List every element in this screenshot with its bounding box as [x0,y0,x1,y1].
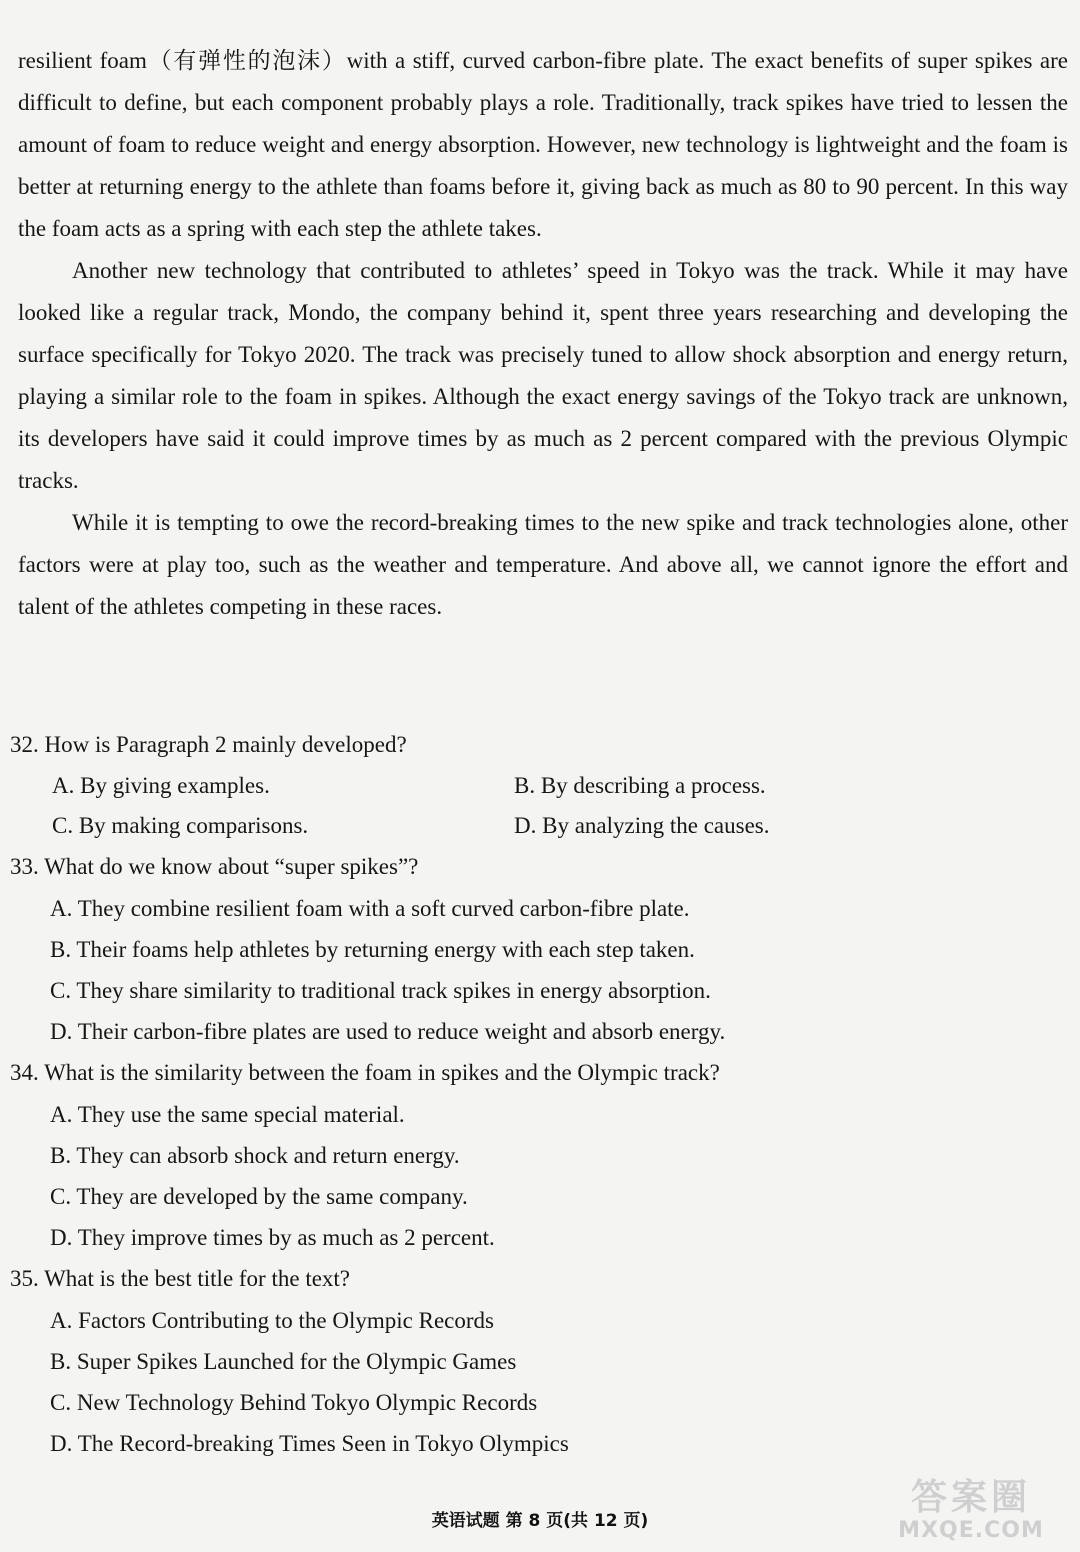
option-c: C. They are developed by the same company. [50,1184,468,1209]
site-watermark-logo [876,1478,1066,1548]
option-group [10,766,1070,846]
option-d: D. Their carbon-fibre plates are used to reduce weight and absorb energy. [50,1019,726,1044]
question-35 [10,1258,1070,1464]
option-a: A. They use the same special material. [50,1102,405,1127]
option-group [10,888,1070,1052]
passage-paragraph-2: Another new technology that contributed to athletes’ speed in Tokyo was the track. While it may have looked like a regular track, Mondo, the company behind it, spent three years researching and developing the surface specifically for Tokyo 2020. The track was precisely tuned to allow shock absorption and energy return, playing a similar role to the foam in spikes. Although the exact energy savings of the Tokyo track are unknown, its developers have said it could improve times by as much as 2 percent compared with the previous Olympic tracks. [18,258,1068,493]
option-d: D. The Record-breaking Times Seen in Tokyo Olympics [50,1431,569,1456]
option-c: C. New Technology Behind Tokyo Olympic Records [50,1390,538,1415]
question-32 [10,724,1070,846]
passage-paragraph-1: resilient foam（有弹性的泡沫）with a stiff, curved carbon-fibre plate. The exact benefits of super spikes are difficult to define, but each component probably plays a role. Traditionally, track spikes have tried to lessen the amount of foam to reduce weight and energy absorption. However, new technology is lightweight and the foam is better at returning energy to the athlete than foams before it, giving back as much as 80 to 90 percent. In this way the foam acts as a spring with each step the athlete takes. [18,48,1068,241]
option-a: A. Factors Contributing to the Olympic Records [50,1308,494,1333]
option-a: A. By giving examples. [52,773,270,798]
option-c: C. They share similarity to traditional track spikes in energy absorption. [50,978,711,1003]
passage-paragraph-3: While it is tempting to owe the record-breaking times to the new spike and track technologies alone, other factors were at play too, such as the weather and temperature. And above all, we cannot ignore the effort and talent of the athletes competing in these races. [18,510,1068,619]
question-stem: 35. What is the best title for the text? [10,1266,351,1291]
question-stem: 33. What do we know about “super spikes”? [10,854,419,879]
watermark-text: 答案圈 [910,1477,1031,1518]
page-footer: 英语试题 第 8 页(共 12 页) [431,1511,649,1531]
watermark-url: MXQE.COM [898,1518,1044,1543]
question-33 [10,846,1070,1052]
option-d: D. By analyzing the causes. [514,813,770,838]
option-d: D. They improve times by as much as 2 percent. [50,1225,495,1250]
option-b: B. Super Spikes Launched for the Olympic Games [50,1349,517,1374]
option-a: A. They combine resilient foam with a soft curved carbon-fibre plate. [50,896,690,921]
option-b: B. They can absorb shock and return energy. [50,1143,460,1168]
option-group [10,1300,1070,1464]
question-stem: 34. What is the similarity between the foam in spikes and the Olympic track? [10,1060,720,1085]
option-c: C. By making comparisons. [52,813,309,838]
option-group [10,1094,1070,1258]
question-list [10,724,1070,1464]
reading-passage [18,40,1068,628]
question-stem: 32. How is Paragraph 2 mainly developed? [10,732,407,757]
option-b: B. Their foams help athletes by returning energy with each step taken. [50,937,695,962]
question-34 [10,1052,1070,1258]
option-b: B. By describing a process. [514,773,766,798]
